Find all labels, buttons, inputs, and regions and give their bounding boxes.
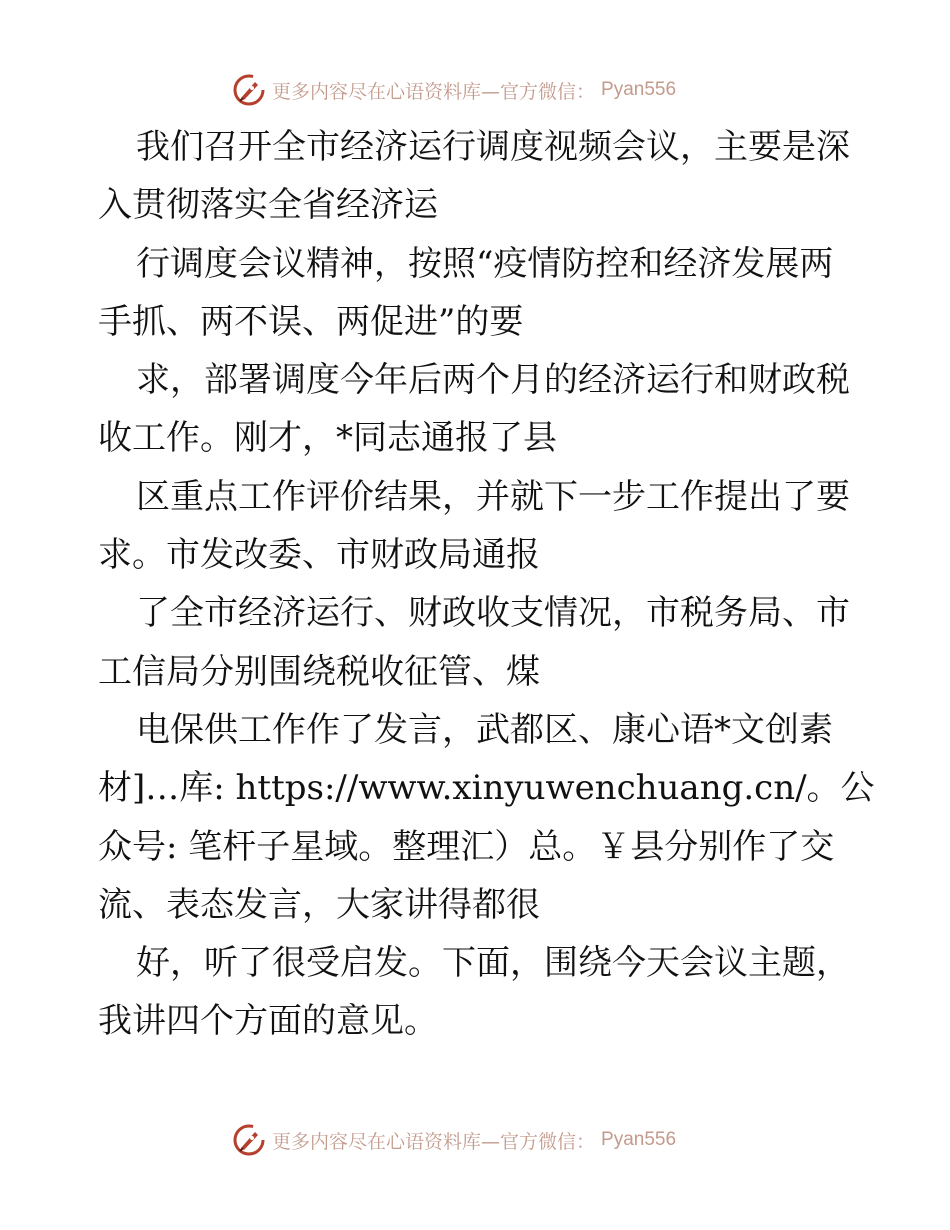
paragraph-line: 行调度会议精神，按照“疫情防控和经济发展两 [136, 243, 834, 284]
paragraph-line: 收工作。刚才，*同志通报了县 [98, 418, 557, 459]
paragraph-line: 求，部署调度今年后两个月的经济运行和财政税 [136, 360, 850, 401]
paragraph-line: 流、表态发言，大家讲得都很 [98, 884, 540, 925]
header-wechat-id: Pyan556 [601, 79, 677, 100]
paragraph-line: 区重点工作评价结果，并就下一步工作提出了要 [136, 476, 850, 517]
paragraph-line: 工信局分别围绕税收征管、煤 [98, 651, 540, 692]
paragraph-line: 求。市发改委、市财政局通报 [98, 535, 540, 576]
footer-banner [232, 1122, 676, 1158]
header-banner-text: 更多内容尽在心语资料库—官方微信： [272, 80, 596, 103]
paragraph-line: 手抓、两不误、两促进”的要 [98, 301, 524, 342]
paragraph-line: 电保供工作作了发言，武都区、康心语*文创素 [136, 709, 833, 750]
quill-pen-seal-icon [232, 1123, 266, 1157]
body-text [98, 118, 875, 1051]
footer-banner-text: 更多内容尽在心语资料库—官方微信： [272, 1130, 596, 1153]
quill-pen-seal-icon [232, 73, 266, 107]
paragraph-line: 入贯彻落实全省经济运 [98, 185, 438, 226]
paragraph-line: 我们召开全市经济运行调度视频会议，主要是深 [136, 127, 850, 167]
paragraph-line: 众号: 笔杆子星域。整理汇）总。￥县分别作了交 [98, 826, 835, 867]
paragraph-line: 了全市经济运行、财政收支情况，市税务局、市 [136, 593, 850, 634]
footer-wechat-id: Pyan556 [601, 1129, 677, 1150]
paragraph-line: 材]…库: https://www.xinyuwenchuang.cn/。公 [98, 768, 875, 809]
paragraph-line: 我讲四个方面的意见。 [98, 1001, 438, 1042]
header-banner [232, 72, 676, 108]
paragraph-line: 好，听了很受启发。下面，围绕今天会议主题， [136, 943, 850, 984]
